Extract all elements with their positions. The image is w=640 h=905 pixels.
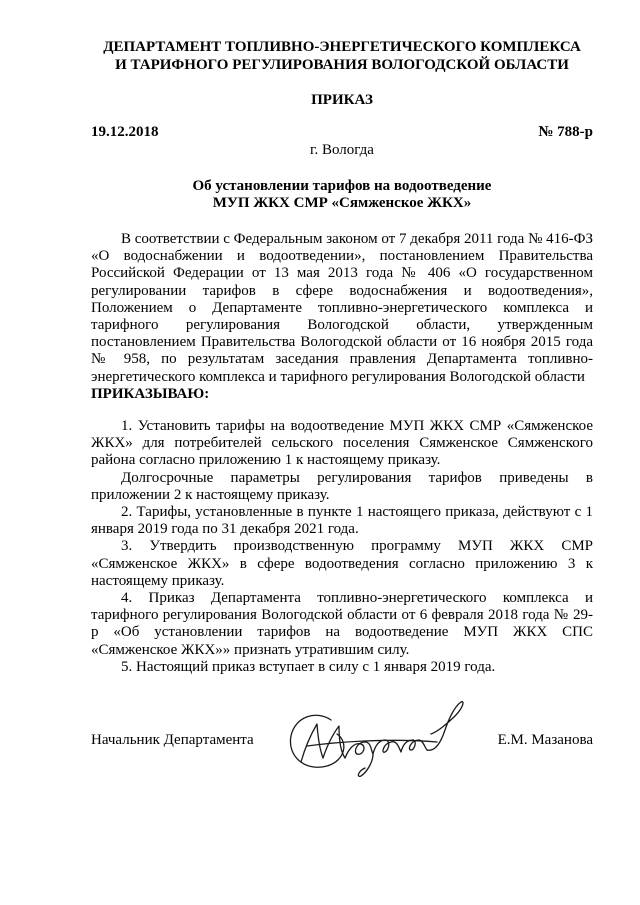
order-item-3: 3. Утвердить производственную программу МУП ЖКХ СМР «Сямженское ЖКХ» в сфере водоотведения согласно приложению 3 к настоящему приказу. [91,538,593,589]
signature-stroke [358,754,373,776]
subject-line-1: Об установлении тарифов на водоотведение [192,178,492,194]
order-item-5: 5. Настоящий приказ вступает в силу с 1 января 2019 года. [121,658,496,675]
preamble-paragraph: В соответствии с Федеральным законом от 7 декабря 2011 года № 416-ФЗ «О водоснабжении и водоотведении», постановлением Правительства Российской Федерации от 13 мая 2013 года № 406 «О государственном регулировании тарифов в сфере водоснабжения и водоотведения», Положением о Департаменте топливно-энергетического комплекса и тарифного регулирования Вологодской области, утвержденным постановлением Правительства Вологодской области от 16 ноября 2015 года № 958, по результатам заседания правления Департамента топливно-энергетического комплекса и тарифного регулирования Вологодской области [91,231,593,385]
subject-line-2: МУП ЖКХ СМР «Сямженское ЖКХ» [212,195,472,212]
signatory-position: Начальник Департамента [91,732,254,748]
order-item-2: 2. Тарифы, установленные в пункте 1 настоящего приказа, действуют с 1 января 2019 года по 31 декабря 2021 года. [91,504,593,538]
signature-row [91,732,593,749]
order-item-4: 4. Приказ Департамента топливно-энергетического комплекса и тарифного регулирования Вологодской области от 6 февраля 2018 года № 29-р «Об установлении тарифов на водоотведение МУП ЖКХ СПС «Сямженское ЖКХ»» признать утратившим силу. [91,590,593,658]
organization-header [91,38,593,74]
organization-name-line-1: ДЕПАРТАМЕНТ ТОПЛИВНО-ЭНЕРГЕТИЧЕСКОГО КОМПЛЕКСА [103,39,581,55]
organization-name-line-2: И ТАРИФНОГО РЕГУЛИРОВАНИЯ ВОЛОГОДСКОЙ ОБЛАСТИ [115,57,569,73]
document-body [91,231,593,676]
document-city: г. Вологда [310,142,374,158]
document-number: № 788-р [538,124,593,140]
document-meta-row [91,124,593,141]
order-item-1-note: Долгосрочные параметры регулирования тарифов приведены в приложении 2 к настоящему приказу. [91,469,593,503]
directive-heading: ПРИКАЗЫВАЮ: [91,385,210,402]
document-date: 19.12.2018 [91,124,159,140]
signatory-name: Е.М. Мазанова [497,732,593,748]
order-item-1: 1. Установить тарифы на водоотведение МУП ЖКХ СМР «Сямженское ЖКХ» для потребителей сельского поселения Сямженское Сямженского района согласно приложению 1 к настоящему приказу. [91,418,593,469]
document-subject [91,178,593,212]
document-type-title: ПРИКАЗ [311,92,373,108]
